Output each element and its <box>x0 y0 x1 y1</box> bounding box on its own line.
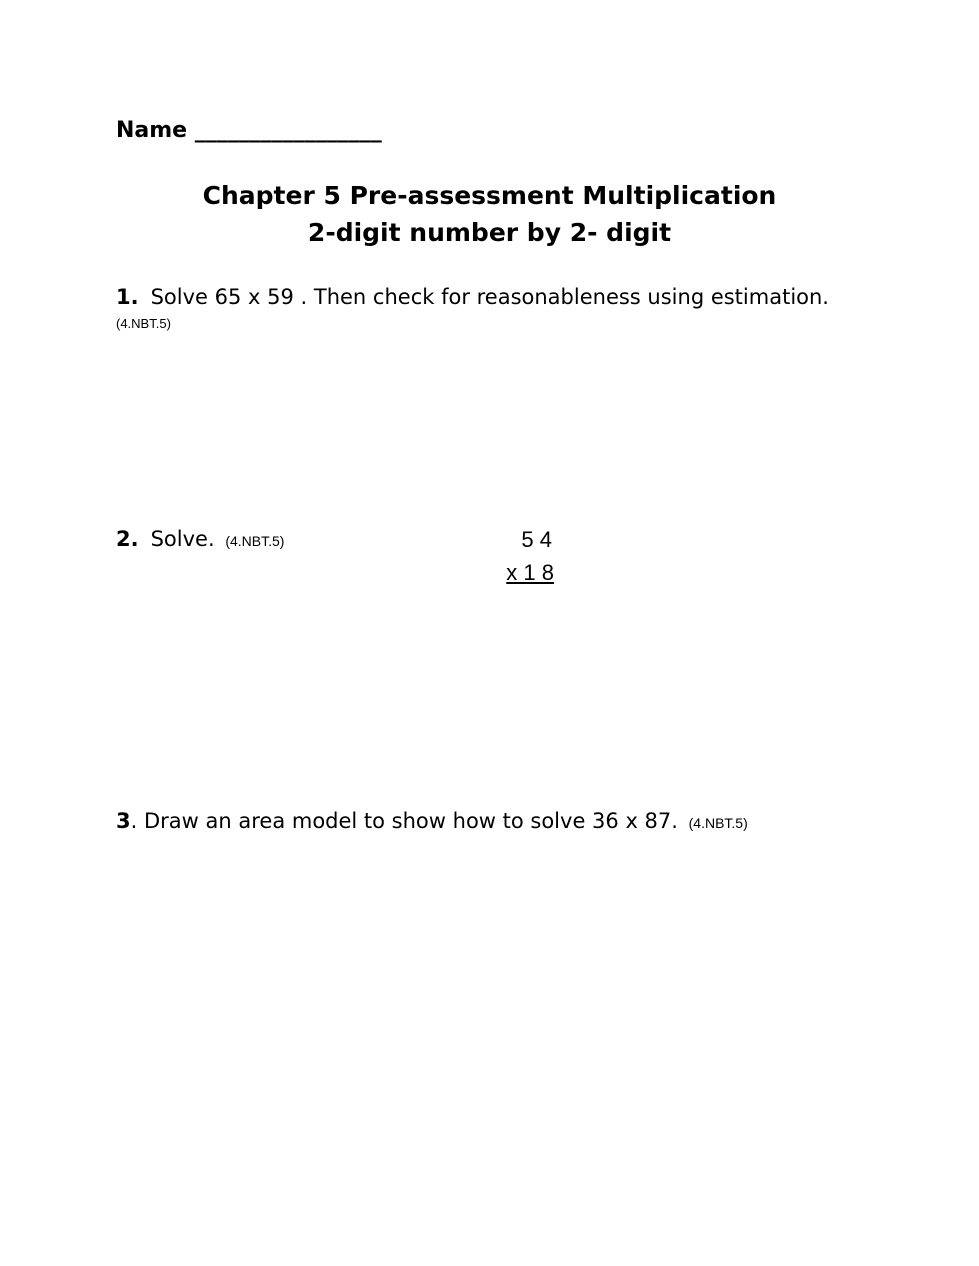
question-2-text: Solve. <box>150 527 215 551</box>
question-1 <box>116 285 829 309</box>
question-3-text: . Draw an area model to show how to solve 36 x 87. <box>130 809 678 833</box>
question-2 <box>116 527 284 551</box>
question-2-number: 2. <box>116 527 139 551</box>
page-title: Chapter 5 Pre-assessment Multiplication <box>202 181 777 210</box>
question-3 <box>116 809 748 833</box>
name-field-label: Name _________________ <box>116 118 382 143</box>
question-2-standard: (4.NBT.5) <box>225 533 285 549</box>
vertical-multiplier: x 1 8 <box>506 560 554 585</box>
question-3-number: 3 <box>116 809 131 833</box>
question-1-text: Solve 65 x 59 . Then check for reasonableness using estimation. <box>150 285 829 309</box>
question-3-standard: (4.NBT.5) <box>688 815 748 831</box>
vertical-multiplicand: 5 4 <box>521 527 552 552</box>
page-subtitle: 2-digit number by 2- digit <box>307 218 672 247</box>
question-1-number: 1. <box>116 285 139 309</box>
question-1-standard: (4.NBT.5) <box>116 316 171 331</box>
